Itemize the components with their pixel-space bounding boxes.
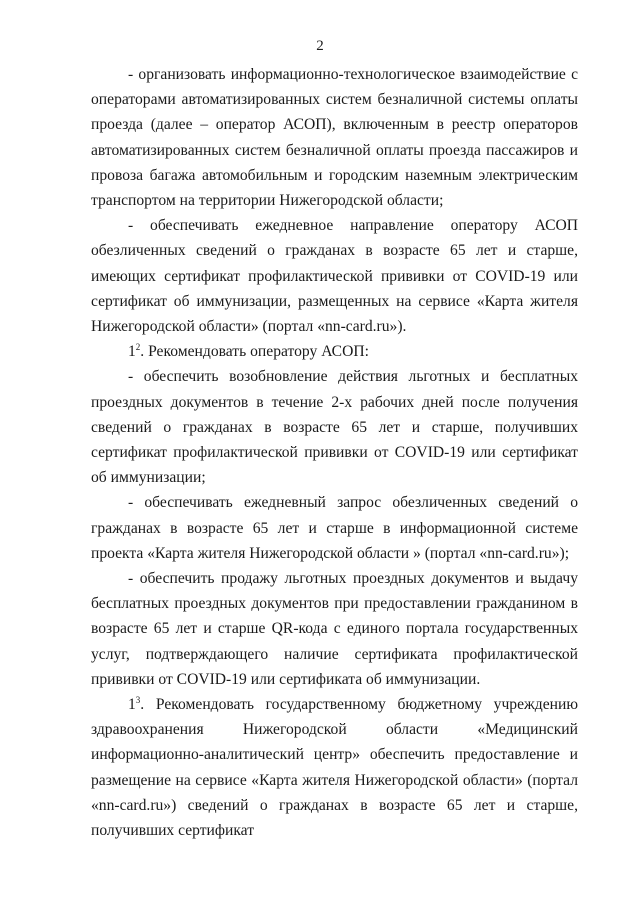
section-number: 1 [128,343,136,361]
paragraph-text: . Рекомендовать оператору АСОП: [140,343,369,361]
section-superscript: 3 [135,695,141,706]
paragraph-renew-documents [91,364,578,490]
paragraph-text: - обеспечивать ежедневное направление оператору АСОП обезличенных сведений о гражданах в возрасте 65 лет и старше, имеющих сертификат профилактической прививки от COVID-19 или сертификат об иммунизации, размещенных на сервисе «Карта жителя Нижегородской области» (портал «nn-card.ru»). [91,217,578,336]
paragraph-section-1-3 [91,692,578,843]
paragraph-text: - обеспечивать ежедневный запрос обезличенных сведений о гражданах в возрасте 65 лет и старше в информационной системе проекта «Карта жителя Нижегородской области » (портал «nn-card.ru»); [91,494,578,562]
paragraph-text: - обеспечить продажу льготных проездных документов и выдачу бесплатных проездных документов при предоставлении гражданином в возрасте 65 лет и старше QR-кода с единого портала государственных услуг, подтверждающего наличие сертификата профилактической прививки от COVID-19 или сертификата об иммунизации. [91,570,578,688]
paragraph-daily-request [91,490,578,566]
section-number: 1 [128,696,136,714]
page-number: 2 [316,38,324,54]
paragraph-asop-interaction [91,62,578,213]
paragraph-sale-documents [91,566,578,692]
paragraph-section-1-2 [91,339,578,364]
section-superscript: 2 [135,342,141,353]
paragraph-text: . Рекомендовать государственному бюджетному учреждению здравоохранения Нижегородской области «Медицинский информационно-аналитический центр» обеспечить предоставление и размещение на сервисе «Карта жителя Нижегородской области» (портал «nn-card.ru») сведений о гражданах в возрасте 65 лет и старше, получивших сертификат [91,696,578,840]
document-body [91,62,578,843]
paragraph-daily-transfer [91,213,578,339]
paragraph-text: - обеспечить возобновление действия льготных и бесплатных проездных документов в течение 2-х рабочих дней после получения сведений о гражданах в возрасте 65 лет и старше, получивших сертификат профилактической прививки от COVID-19 или сертификат об иммунизации; [91,368,578,487]
paragraph-text: - организовать информационно-технологическое взаимодействие с операторами автоматизированных систем безналичной системы оплаты проезда (далее – оператор АСОП), включенным в реестр операторов автоматизированных систем безналичной оплаты проезда пассажиров и провоза багажа автомобильным и городским наземным электрическим транспортом на территории Нижегородской области; [91,66,578,210]
